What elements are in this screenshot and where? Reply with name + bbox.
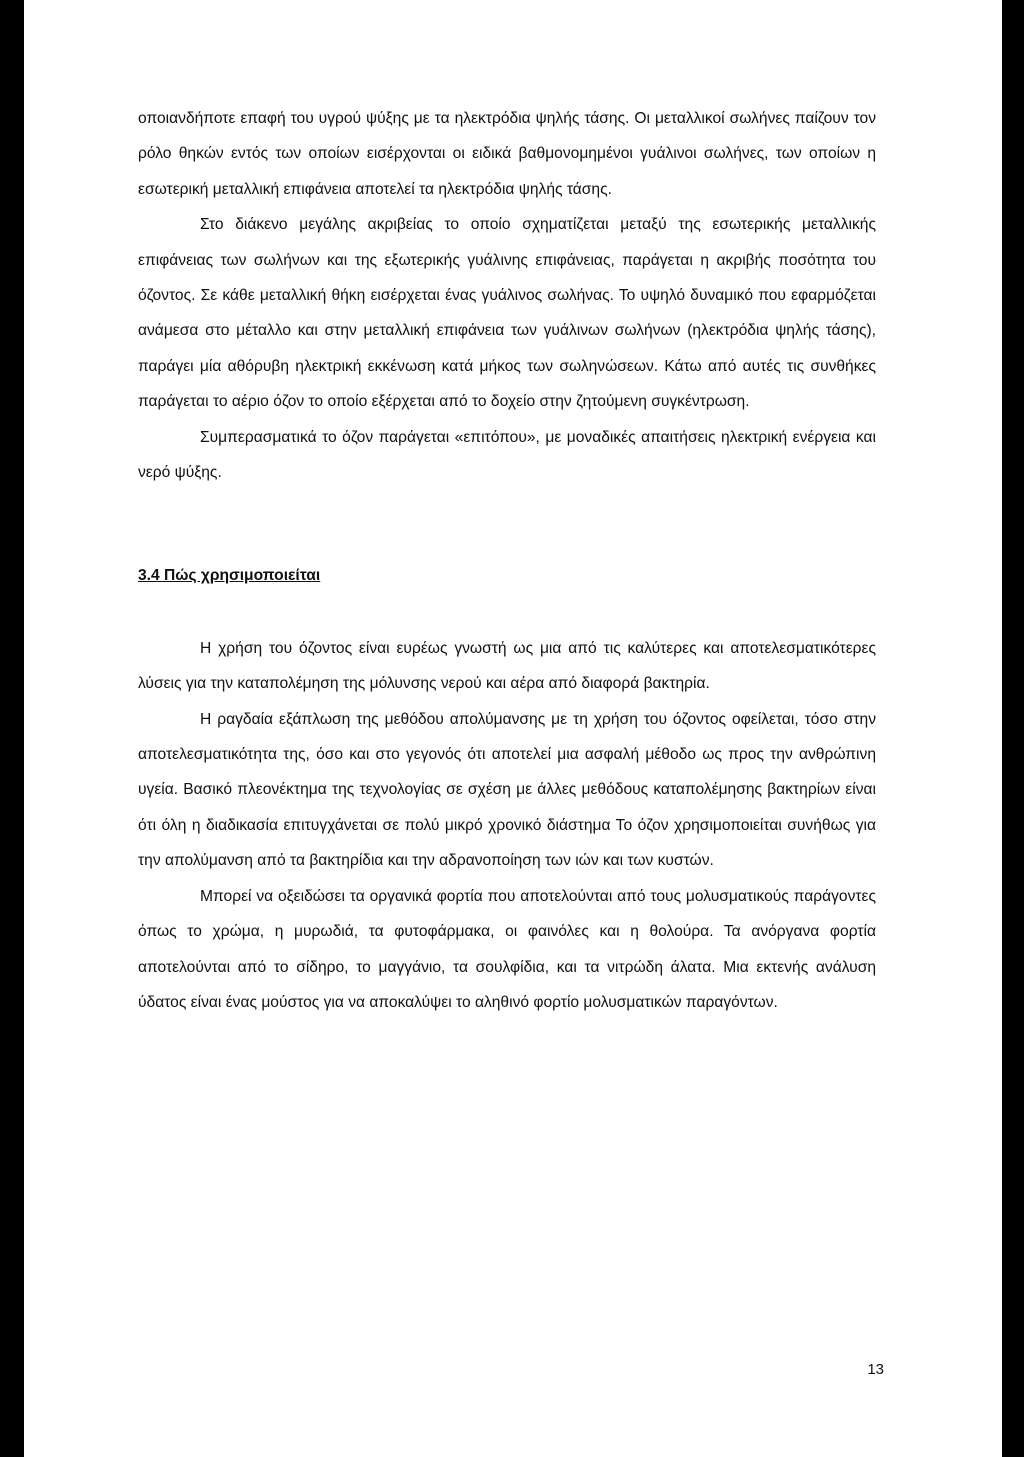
paragraph-disinfection-spread: Η ραγδαία εξάπλωση της μεθόδου απολύμανσης με τη χρήση του όζοντος οφείλεται, τόσο στην αποτελεσματικότητα της, όσο και στο γεγονός ότι αποτελεί μια ασφαλή μέθοδο ως προς την ανθρώπινη υγεία. Βασικό πλεονέκτημα της τεχνολογίας σε σχέση με άλλες μεθόδους καταπολέμησης βακτηρίων είναι ότι όλη η διαδικασία επιτυγχάνεται σε πολύ μικρό χρονικό διάστημα Το όζον χρησιμοποιείται συνήθως για την απολύμανση από τα βακτηρίδια και την αδρανοποίηση των ιών και των κυστών. [138,710,876,870]
paragraph-oxidation: Μπορεί να οξειδώσει τα οργανικά φορτία που αποτελούνται από τους μολυσματικούς παράγοντες όπως το χρώμα, η μυρωδιά, τα φυτοφάρμακα, οι φαινόλες και η θολούρα. Τα ανόργανα φορτία αποτελούνται από το σίδηρο, το μαγγάνιο, τα σουλφίδια, και τα νιτρώδη άλατα. Μια εκτενής ανάλυση ύδατος είναι ένας μούστος για να αποκαλύψει το αληθινό φορτίο μολυσματικών παραγόντων. [138,887,876,1011]
document-page [24,0,1002,1457]
section-heading: 3.4 Πώς χρησιμοποιείται [138,567,321,585]
paragraph-conclusion: Συμπερασματικά το όζον παράγεται «επιτόπου», με μοναδικές απαιτήσεις ηλεκτρική ενέργεια και νερό ψύξης. [138,428,876,482]
page-content [138,101,876,1020]
paragraph-continuation: οποιανδήποτε επαφή του υγρού ψύξης με τα ηλεκτρόδια ψηλής τάσης. Οι μεταλλικοί σωλήνες παίζουν τον ρόλο θηκών εντός των οποίων εισέρχονται οι ειδικά βαθμονομημένοι γυάλινοι σωλήνες, των οποίων η εσωτερική μεταλλική επιφάνεια αποτελεί τα ηλεκτρόδια ψηλής τάσης. [138,110,876,198]
paragraph-ozone-use: Η χρήση του όζοντος είναι ευρέως γνωστή ως μια από τις καλύτερες και αποτελεσματικότερες λύσεις για την καταπολέμηση της μόλυνσης νερού και αέρα από διαφορά βακτηρία. [138,639,876,693]
page-number: 13 [867,1361,884,1378]
paragraph-electrode-gap: Στο διάκενο μεγάλης ακριβείας το οποίο σχηματίζεται μεταξύ της εσωτερικής μεταλλικής επιφάνειας των σωλήνων και της εξωτερικής γυάλινης επιφάνειας, παράγεται η ακριβής ποσότητα του όζοντος. Σε κάθε μεταλλική θήκη εισέρχεται ένας γυάλινος σωλήνας. Το υψηλό δυναμικό που εφαρμόζεται ανάμεσα στο μέταλλο και στην μεταλλική επιφάνεια των γυάλινων σωλήνων (ηλεκτρόδια ψηλής τάσης), παράγει μία αθόρυβη ηλεκτρική εκκένωση κατά μήκος των σωληνώσεων. Κάτω από αυτές τις συνθήκες παράγεται το αέριο όζον το οποίο εξέρχεται από το δοχείο στην ζητούμενη συγκέντρωση. [138,216,876,411]
heading-spacer [138,594,876,631]
